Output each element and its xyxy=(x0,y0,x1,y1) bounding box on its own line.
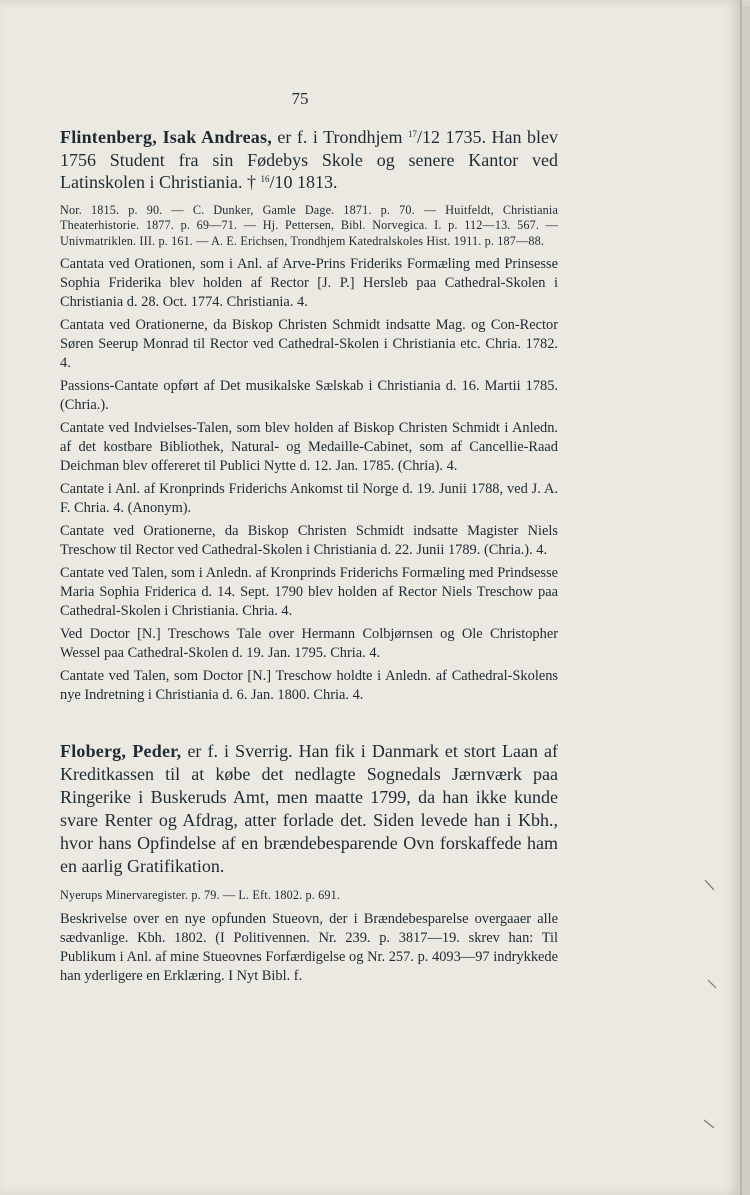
date-fraction: $^{16}$/10 xyxy=(260,172,293,192)
page-number: 75 xyxy=(291,89,309,108)
date-fraction: $^{17}$/12 xyxy=(407,127,440,147)
entry-references: Nyerups Minervaregister. p. 79. — L. Eft. 1802. p. 691. xyxy=(60,888,341,902)
work-item: Cantata ved Orationerne, da Biskop Christen Schmidt indsatte Mag. og Con-Rector Søren Seerup Monrad til Rector ved Cathedral-Skolen i Christiania etc. Chria. 1782. 4. xyxy=(60,317,558,371)
works-list xyxy=(60,910,558,986)
pencil-mark-icon xyxy=(700,860,730,1160)
margin-pencil-marks xyxy=(700,860,730,1166)
entry-floberg xyxy=(60,740,558,986)
entry-flintenberg xyxy=(60,126,558,705)
work-item: Beskrivelse over en nye opfunden Stueovn, der i Brændebesparelse overgaaer alle sædvanlige. Kbh. 1802. (I Politivennen. Nr. 239. p. 3817—19. skrev han: Til Publikum i Anl. af mine Stueovnes Forfærdigelse og Nr. 257. p. 4093—97 indrykkede han yderligere en Erklæring. I Nyt Bibl. f. xyxy=(60,910,558,984)
work-item: Cantate i Anl. af Kronprinds Friderichs Ankomst til Norge d. 19. Junii 1788, ved J. A. F. Chria. 4. (Anonym). xyxy=(60,481,558,516)
entry-name: Flintenberg, Isak Andreas, xyxy=(60,127,272,147)
entry-flintenberg-bio: Flintenberg, Isak Andreas, er f. i Trondhjem $^{17}$/12 1735. Han blev 1756 Student fra sin Fødebys Skole og senere Kantor ved Latinskolen i Christiania. † $^{16}$/10 1813. xyxy=(60,127,558,192)
entry-floberg-bio: Floberg, Peder, er f. i Sverrig. Han fik i Danmark et stort Laan af Kreditkassen til at købe det nedlagte Sognedals Jærnværk paa Ringerike i Buskeruds Amt, men maatte 1799, da han ikke kunde svare Renter og Afdrag, atter forlade det. Siden levede han i Kbh., hvor hans Opfindelse af en brændebesparende Ovn forskaffede ham en aarlig Gratifikation. xyxy=(60,741,558,876)
works-list xyxy=(60,255,558,705)
entry-references: Nor. 1815. p. 90. — C. Dunker, Gamle Dage. 1871. p. 70. — Huitfeldt, Christiania Theaterhistorie. 1877. p. 69—71. — Hj. Pettersen, Bibl. Norvegica. I. p. 112—13. 567. — Univmatriklen. III. p. 161. — A. E. Erichsen, Trondhjem Katedralskoles Hist. 1911. p. 187—88. xyxy=(60,202,558,248)
entry-name: Floberg, Peder, xyxy=(60,741,182,761)
work-item: Cantata ved Orationen, som i Anl. af Arve-Prins Frideriks Formæling med Prinsesse Sophia Friderika blev holden af Rector [J. P.] Hersleb paa Cathedral-Skolen i Christiania d. 28. Oct. 1774. Christiania. 4. xyxy=(60,256,558,310)
work-item: Cantate ved Orationerne, da Biskop Christen Schmidt indsatte Magister Niels Treschow til Rector ved Cathedral-Skolen i Christiania d. 22. Junii 1789. (Chria.). 4. xyxy=(60,523,558,558)
work-item: Passions-Cantate opført af Det musikalske Sælskab i Christiania d. 16. Martii 1785. (Chria.). xyxy=(60,378,558,413)
work-item: Cantate ved Talen, som Doctor [N.] Treschow holdte i Anledn. af Cathedral-Skolens nye Indretning i Christiania d. 6. Jan. 1800. Chria. 4. xyxy=(60,668,558,703)
work-item: Cantate ved Indvielses-Talen, som blev holden af Biskop Christen Schmidt i Anledn. af det kostbare Bibliothek, Natural- og Medaille-Cabinet, som af Cancellie-Raad Deichman blev offereret til Publici Nytte d. 12. Jan. 1785. (Chria). 4. xyxy=(60,420,558,474)
work-item: Ved Doctor [N.] Treschows Tale over Hermann Colbjørnsen og Ole Christopher Wessel paa Cathedral-Skolen d. 19. Jan. 1795. Chria. 4. xyxy=(60,626,558,661)
work-item: Cantate ved Talen, som i Anledn. af Kronprinds Friderichs Formæling med Prindsesse Maria Sophia Friderica d. 14. Sept. 1790 blev holden af Rector Niels Treschow paa Cathedral-Skolen i Christiania. Chria. 4. xyxy=(60,565,558,619)
